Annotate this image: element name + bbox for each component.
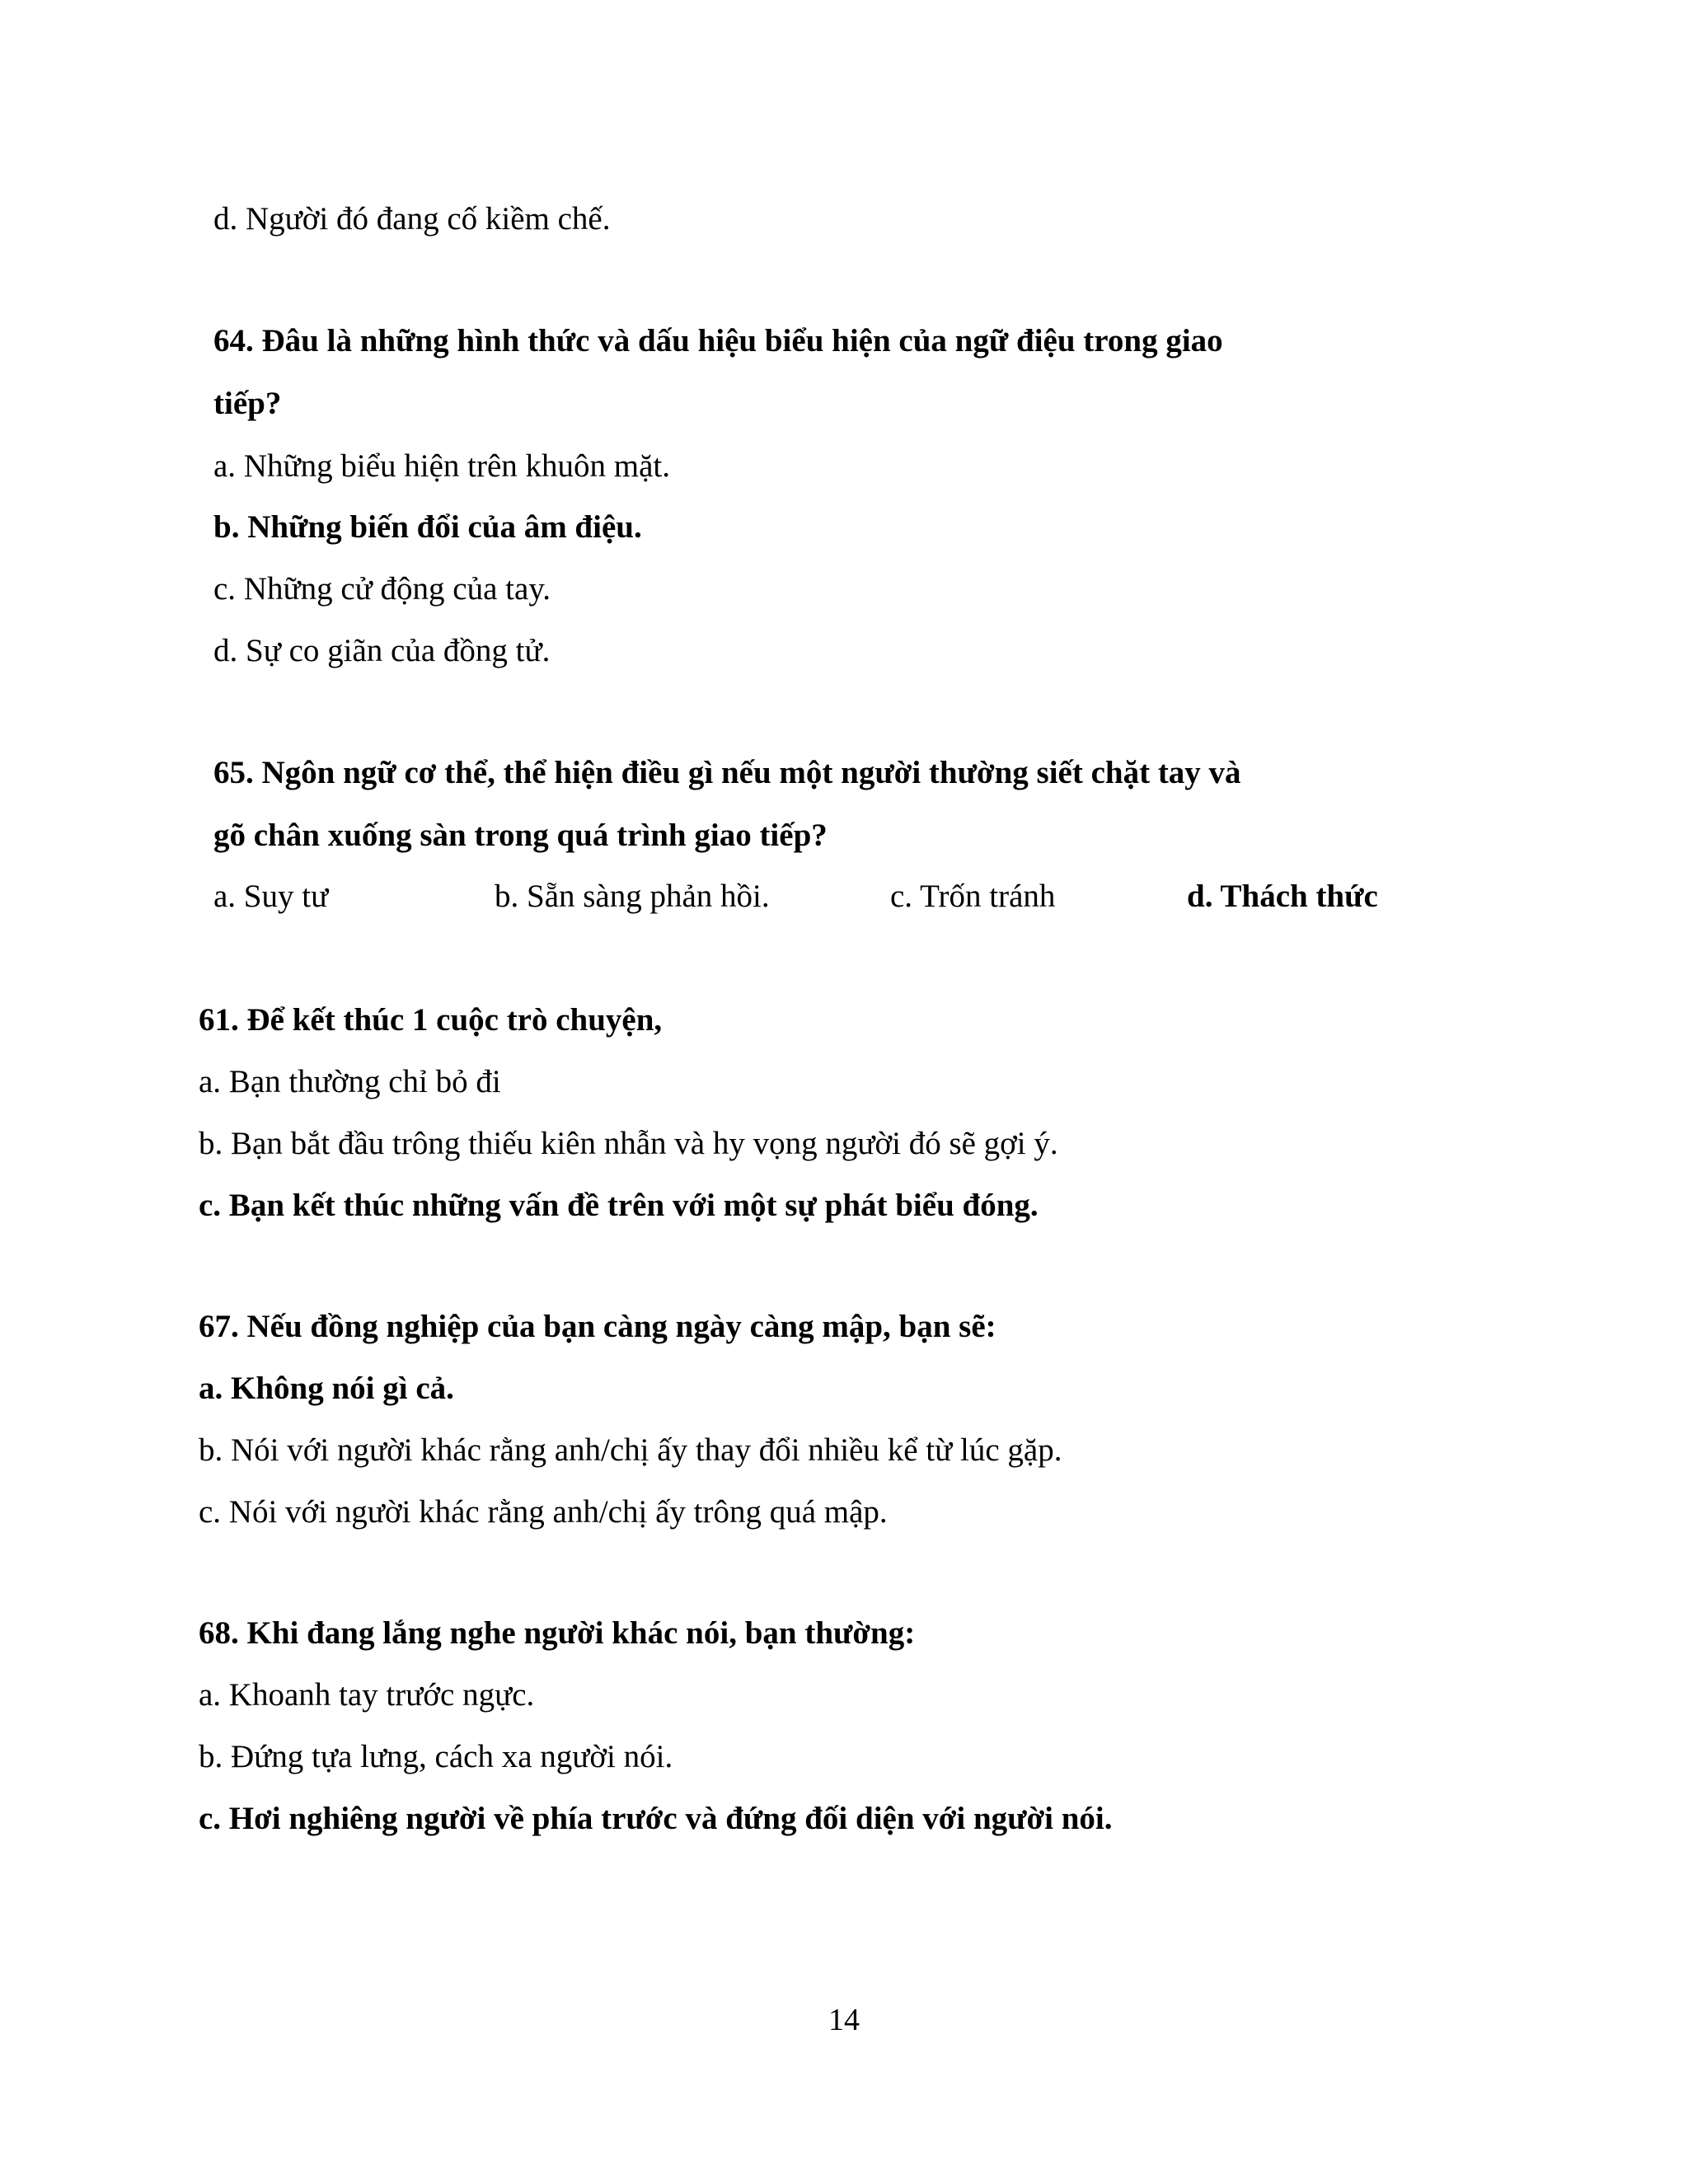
q64-option-a: a. Những biểu hiện trên khuôn mặt.	[213, 448, 671, 484]
q65-title-line1: 65. Ngôn ngữ cơ thể, thể hiện điều gì nếu một người thường siết chặt tay và	[213, 755, 1241, 790]
q61-option-c: c. Bạn kết thúc những vấn đề trên với một sự phát biểu đóng.	[199, 1188, 1039, 1223]
q64-option-c: c. Những cử động của tay.	[213, 571, 551, 607]
q67-option-b: b. Nói với người khác rằng anh/chị ấy thay đổi nhiều kể từ lúc gặp.	[199, 1432, 1062, 1468]
q68-option-a: a. Khoanh tay trước ngực.	[199, 1677, 535, 1713]
q68-title: 68. Khi đang lắng nghe người khác nói, bạn thường:	[199, 1615, 916, 1651]
q64-title-line1: 64. Đâu là những hình thức và dấu hiệu biểu hiện của ngữ điệu trong giao	[213, 323, 1223, 359]
q65-option-b: b. Sẵn sàng phản hồi.	[495, 879, 770, 914]
q67-title: 67. Nếu đồng nghiệp của bạn càng ngày càng mập, bạn sẽ:	[199, 1309, 996, 1344]
q61-option-b: b. Bạn bắt đầu trông thiếu kiên nhẫn và hy vọng người đó sẽ gợi ý.	[199, 1126, 1058, 1161]
q61-option-a: a. Bạn thường chỉ bỏ đi	[199, 1064, 501, 1099]
q68-option-c: c. Hơi nghiêng người về phía trước và đứng đối diện với người nói.	[199, 1801, 1113, 1836]
q64-option-b: b. Những biến đổi của âm điệu.	[213, 509, 642, 545]
page-number: 14	[828, 2003, 860, 2037]
q63-option-d: d. Người đó đang cố kiềm chế.	[213, 201, 611, 237]
q65-title-line2: gõ chân xuống sàn trong quá trình giao tiếp?	[213, 818, 828, 853]
q64-option-d: d. Sự co giãn của đồng tử.	[213, 633, 551, 668]
q65-option-d: d. Thách thức	[1187, 879, 1378, 914]
q65-option-c: c. Trốn tránh	[890, 879, 1056, 914]
q67-option-c: c. Nói với người khác rằng anh/chị ấy trông quá mập.	[199, 1494, 888, 1530]
q65-option-a: a. Suy tư	[213, 879, 329, 914]
q64-title-line2: tiếp?	[213, 386, 282, 421]
q61-title: 61. Để kết thúc 1 cuộc trò chuyện,	[199, 1002, 663, 1038]
q67-option-a: a. Không nói gì cả.	[199, 1371, 454, 1406]
q68-option-b: b. Đứng tựa lưng, cách xa người nói.	[199, 1739, 673, 1774]
